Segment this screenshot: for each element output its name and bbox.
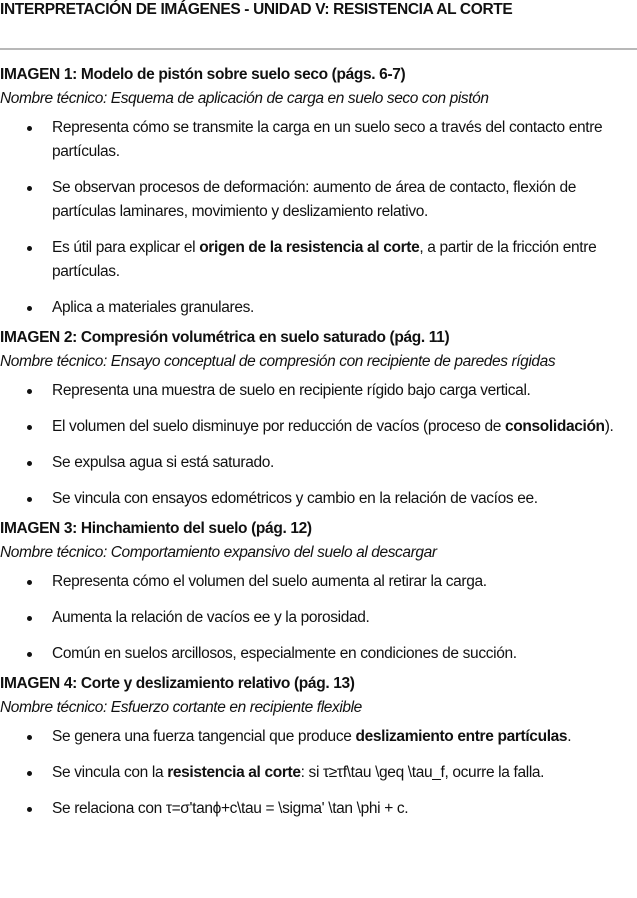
text-run: Aumenta la relación de vacíos ee y la porosidad. (52, 609, 370, 626)
section-image-2 (0, 326, 637, 511)
bold-emphasis: deslizamiento entre partículas (355, 728, 568, 745)
bold-emphasis: origen de la resistencia al corte (199, 239, 420, 256)
list-item (0, 570, 624, 594)
text-run: Representa cómo se transmite la carga en un suelo seco a través del contacto entre partículas. (52, 119, 603, 160)
text-run: Se vincula con la (52, 764, 168, 781)
list-item (0, 451, 624, 475)
section-title: IMAGEN 4: Corte y deslizamiento relativo (pág. 13) (0, 675, 355, 692)
section-title: IMAGEN 1: Modelo de pistón sobre suelo seco (págs. 6-7) (0, 66, 406, 83)
bullet-dot-icon (27, 246, 32, 251)
bullet-dot-icon (27, 735, 32, 740)
bold-emphasis: consolidación (505, 418, 605, 435)
section-technical-name: Nombre técnico: Esfuerzo cortante en recipiente flexible (0, 699, 362, 716)
document-title: INTERPRETACIÓN DE IMÁGENES - UNIDAD V: RESISTENCIA AL CORTE (0, 1, 513, 18)
list-item (0, 797, 624, 821)
text-run: Representa cómo el volumen del suelo aumenta al retirar la carga. (52, 573, 487, 590)
text-run: Común en suelos arcillosos, especialmente en condiciones de succión. (52, 645, 517, 662)
text-run: Representa una muestra de suelo en recipiente rígido bajo carga vertical. (52, 382, 531, 399)
text-run: Se vincula con ensayos edométricos y cambio en la relación de vacíos ee. (52, 490, 538, 507)
list-item (0, 379, 624, 403)
text-run: El volumen del suelo disminuye por reducción de vacíos (proceso de (52, 418, 506, 435)
section-image-4 (0, 672, 637, 821)
text-run: Aplica a materiales granulares. (52, 299, 254, 316)
bullet-list (0, 725, 637, 821)
text-run: . (567, 728, 572, 745)
list-item (0, 725, 624, 749)
list-item (0, 296, 624, 320)
text-run: Se genera una fuerza tangencial que produce (52, 728, 356, 745)
section-title: IMAGEN 2: Compresión volumétrica en suelo saturado (pág. 11) (0, 329, 450, 346)
list-item (0, 415, 624, 439)
text-run: , a partir de la fricción entre partículas. (52, 239, 597, 280)
bold-emphasis: resistencia al corte (167, 764, 301, 781)
text-run: Se expulsa agua si está saturado. (52, 454, 274, 471)
section-technical-name: Nombre técnico: Ensayo conceptual de compresión con recipiente de paredes rígidas (0, 353, 556, 370)
bullet-dot-icon (27, 771, 32, 776)
list-item (0, 606, 624, 630)
section-title: IMAGEN 3: Hinchamiento del suelo (pág. 12) (0, 520, 312, 537)
section-technical-name: Nombre técnico: Esquema de aplicación de carga en suelo seco con pistón (0, 90, 489, 107)
text-run: : si τ≥τf\tau \geq \tau_f, ocurre la falla. (300, 764, 545, 781)
section-image-1 (0, 63, 637, 320)
list-item (0, 236, 624, 284)
bullet-dot-icon (27, 616, 32, 621)
title-divider (0, 48, 637, 50)
bullet-dot-icon (27, 497, 32, 502)
list-item (0, 116, 624, 164)
bullet-list (0, 379, 637, 511)
list-item (0, 487, 624, 511)
text-run: Es útil para explicar el (52, 239, 200, 256)
bullet-list (0, 570, 637, 666)
text-run: Se relaciona con τ=σ'tan⁡ϕ+c\tau = \sigma' \tan \phi + c. (52, 800, 409, 817)
document-body (0, 63, 637, 827)
bullet-dot-icon (27, 461, 32, 466)
section-technical-name: Nombre técnico: Comportamiento expansivo del suelo al descargar (0, 544, 437, 561)
bullet-list (0, 116, 637, 320)
bullet-dot-icon (27, 126, 32, 131)
bullet-dot-icon (27, 580, 32, 585)
text-run: Se observan procesos de deformación: aumento de área de contacto, flexión de partículas laminares, movimiento y deslizamiento relativo. (52, 179, 576, 220)
bullet-dot-icon (27, 807, 32, 812)
bullet-dot-icon (27, 652, 32, 657)
list-item (0, 642, 624, 666)
bullet-dot-icon (27, 186, 32, 191)
bullet-dot-icon (27, 389, 32, 394)
text-run: ). (604, 418, 614, 435)
list-item (0, 176, 624, 224)
bullet-dot-icon (27, 425, 32, 430)
bullet-dot-icon (27, 306, 32, 311)
list-item (0, 761, 624, 785)
section-image-3 (0, 517, 637, 666)
